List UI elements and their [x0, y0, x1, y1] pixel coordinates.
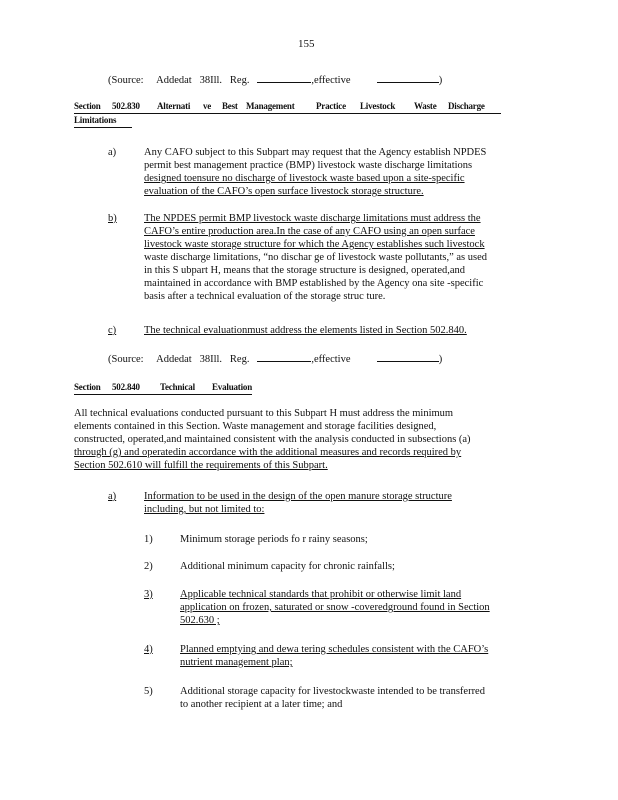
source-label: (Source: — [108, 75, 144, 86]
subitem-4-line-1: Planned emptying and dewa tering schedules consistent with the CAFO’s — [180, 644, 489, 655]
section-840-underline — [74, 394, 252, 395]
item-a1-label: a) — [108, 147, 117, 158]
source-close: ) — [438, 354, 443, 365]
subitem-1-text: Minimum storage periods fo r rainy seasons; — [180, 534, 368, 545]
item-b1-line-4: waste discharge limitations, “no dischar ge of livestock waste pollutants,” as used — [144, 252, 488, 263]
section-830-title-w2: ve — [203, 101, 212, 111]
item-b1-label: b) — [108, 213, 117, 224]
item-b1-line-3: livestock waste storage structure for which the Agency establishes such livestock — [144, 239, 485, 250]
section-840-title-w2: Evaluation — [212, 382, 253, 392]
section-830-title-w3: Best — [222, 101, 238, 111]
intro-line-1: All technical evaluations conducted pursuant to this Subpart H must address the minimum — [74, 408, 454, 419]
source-effective: ,effective — [311, 354, 351, 365]
source-label: (Source: — [108, 354, 144, 365]
subitem-5-number: 5) — [144, 686, 153, 697]
intro-line-3: constructed, operated,and maintained consistent with the analysis conducted in subsections (a) — [74, 434, 471, 445]
intro-line-5: Section 502.610 will fulfill the requirements of this Subpart. — [74, 460, 328, 471]
section-830-title-w7: Waste — [414, 101, 437, 111]
item-b1-line-6: maintained in accordance with BMP established by the Agency ona site -specific — [144, 278, 484, 289]
section-830-title-w1: Alternati — [157, 101, 191, 111]
item-b1-line-2: CAFO’s entire production area.In the case of any CAFO using an open surface — [144, 226, 475, 237]
subitem-2-number: 2) — [144, 561, 153, 572]
section-840-title-w1: Technical — [160, 382, 195, 392]
source-reg-blank — [257, 351, 311, 362]
section-830-title-w4: Management — [246, 101, 295, 111]
section-830-underline-2 — [74, 127, 132, 128]
section-830-underline-1 — [74, 113, 501, 114]
item-a1-line-2: permit best management practice (BMP) livestock waste discharge limitations — [144, 160, 473, 171]
section-830-word: Section — [74, 101, 101, 111]
item-a2-label: a) — [108, 491, 117, 502]
source-reg: Reg. — [229, 354, 250, 365]
subitem-4-text — [180, 643, 488, 669]
source-ill: 38Ill. — [199, 75, 223, 86]
item-c1-text: The technical evaluationmust address the elements listed in Section 502.840. — [144, 325, 467, 336]
item-a1-line-1: Any CAFO subject to this Subpart may request that the Agency establish NPDES — [144, 147, 487, 158]
source-effective-blank — [377, 351, 439, 362]
page-number: 155 — [298, 38, 315, 50]
subitem-5-line-1: Additional storage capacity for livestockwaste intended to be transferred — [180, 686, 485, 697]
source-ill: 38Ill. — [199, 354, 223, 365]
subitem-2-text: Additional minimum capacity for chronic rainfalls; — [180, 561, 395, 572]
subitem-3-number: 3) — [144, 589, 153, 600]
item-a1-text — [144, 146, 486, 198]
section-840-word: Section — [74, 382, 101, 392]
subitem-5-line-2: to another recipient at a later time; and — [180, 699, 343, 710]
source-close: ) — [438, 75, 443, 86]
source-line-2 — [108, 351, 442, 366]
subitem-3-line-3: 502.630 ; — [180, 615, 220, 626]
source-effective-blank — [377, 72, 439, 83]
subitem-1-number: 1) — [144, 534, 153, 545]
subitem-5-text — [180, 685, 485, 711]
source-added: Addedat — [156, 354, 192, 365]
item-b1-text — [144, 212, 487, 303]
item-b1-line-1: The NPDES permit BMP livestock waste discharge limitations must address the — [144, 213, 481, 224]
item-a1-line-3: designed toensure no discharge of livestock waste based upon a site-specific — [144, 173, 465, 184]
source-line-1 — [108, 72, 442, 87]
subitem-4-line-2: nutrient management plan; — [180, 657, 293, 668]
source-reg-blank — [257, 72, 311, 83]
item-b1-line-5: in this S ubpart H, means that the storage structure is designed, operated,and — [144, 265, 466, 276]
section-830-title-w5: Practice — [316, 101, 346, 111]
section-830-title-w8: Discharge — [448, 101, 485, 111]
intro-line-4: through (g) and operatedin accordance with the additional measures and records required by — [74, 447, 462, 458]
intro-line-2: elements contained in this Section. Waste management and storage facilities designed, — [74, 421, 437, 432]
section-830-title-w9: Limitations — [74, 115, 117, 125]
subitem-3-line-2: application on frozen, saturated or snow -coveredground found in Section — [180, 602, 490, 613]
source-reg: Reg. — [229, 75, 250, 86]
item-a2-line-2: including, but not limited to: — [144, 504, 265, 515]
item-a2-line-1: Information to be used in the design of the open manure storage structure — [144, 491, 452, 502]
section-830-number: 502.830 — [112, 101, 140, 111]
item-c1-label: c) — [108, 325, 117, 336]
section-830-title-w6: Livestock — [360, 101, 396, 111]
subitem-3-line-1: Applicable technical standards that prohibit or otherwise limit land — [180, 589, 462, 600]
intro-paragraph — [74, 407, 471, 472]
subitem-3-text — [180, 588, 490, 627]
item-b1-line-7: basis after a technical evaluation of the storage struc ture. — [144, 291, 386, 302]
subitem-4-number: 4) — [144, 644, 153, 655]
item-a2-text — [144, 490, 452, 516]
source-effective: ,effective — [311, 75, 351, 86]
section-840-number: 502.840 — [112, 382, 140, 392]
item-a1-line-4: evaluation of the CAFO’s open surface livestock storage structure. — [144, 186, 424, 197]
source-added: Addedat — [156, 75, 192, 86]
